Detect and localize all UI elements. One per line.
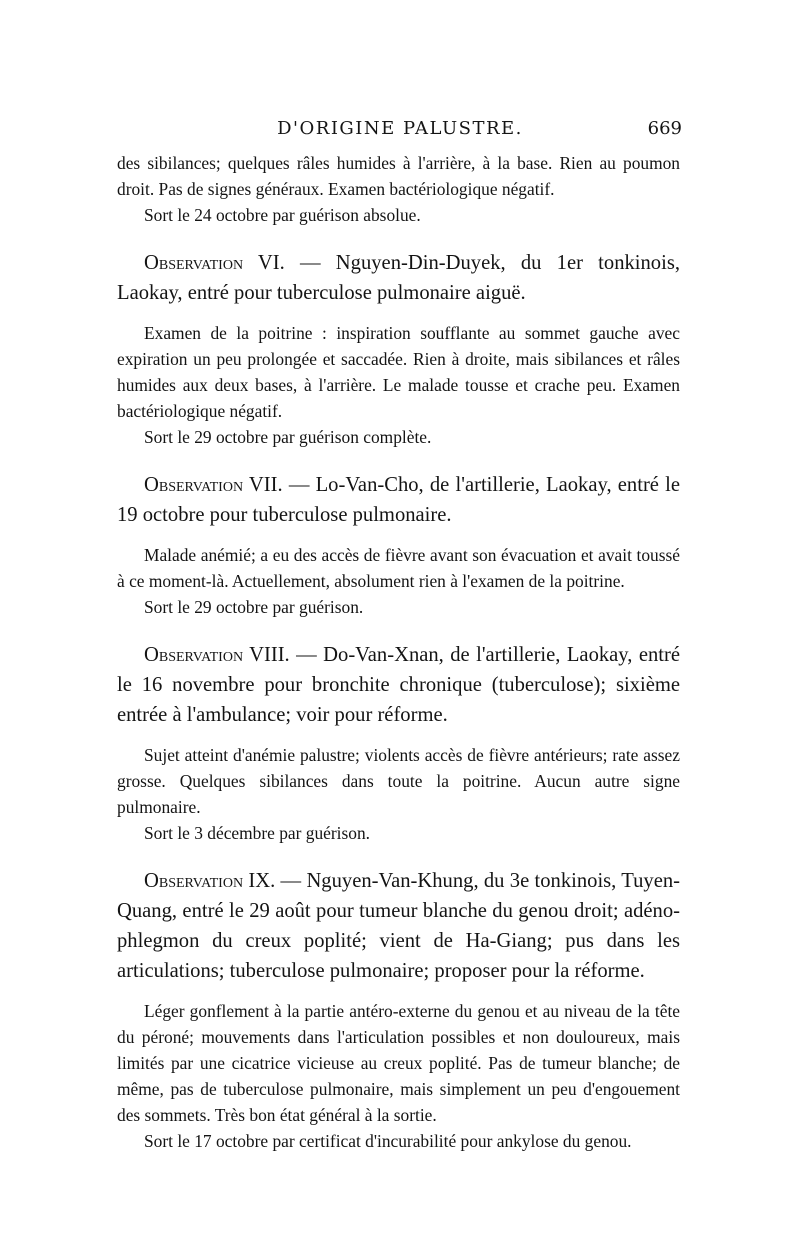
observation-body: Malade anémié; a eu des accès de fièvre avant son évacuation et avait toussé à ce moment-là. Actuellement, absolument rien à l'examen de la poitrine. [117, 545, 680, 591]
observation-heading [117, 640, 680, 730]
observation-ix [117, 866, 680, 1154]
observation-heading [117, 470, 680, 530]
observation-vii [117, 470, 680, 620]
continuation-discharge: Sort le 24 octobre par guérison absolue. [144, 205, 421, 225]
observation-body: Examen de la poitrine : inspiration soufflante au sommet gauche avec expiration un peu prolongée et saccadée. Rien à droite, mais sibilances et râles humides aux deux bases, à l'arrière. Le malade tousse et crache peu. Examen bactériologique négatif. [117, 323, 680, 421]
observation-body: Léger gonflement à la partie antéro-externe du genou et au niveau de la tête du péroné; mouvements dans l'articulation possibles et non douloureux, mais limités par une cicatrice vicieuse au creux poplité. Pas de tumeur blanche; de même, pas de tuberculose pulmonaire, mais simplement un peu d'engouement des sommets. Très bon état général à la sortie. [117, 1001, 680, 1125]
page-number: 669 [647, 118, 682, 139]
observation-discharge: Sort le 29 octobre par guérison complète. [144, 427, 432, 447]
observation-title: — Lo-Van-Cho, de l'artillerie, Laokay, entré le 19 octobre pour tuberculose pulmonaire. [117, 474, 680, 526]
observation-label: Observation VII. [144, 474, 283, 496]
observation-body: Sujet atteint d'anémie palustre; violents accès de fièvre antérieurs; rate assez grosse. Quelques sibilances dans toute la poitrine. Aucun autre signe pulmonaire. [117, 745, 680, 817]
observation-label: Observation VIII. [144, 644, 290, 666]
page-header [0, 118, 800, 148]
page-body [117, 150, 680, 1154]
observation-title: — Nguyen-Van-Khung, du 3e tonkinois, Tuyen-Quang, entré le 29 août pour tumeur blanche du genou droit; adéno-phlegmon du creux poplité; vient de Ha-Giang; pus dans les articulations; tuberculose pulmonaire; proposer pour la réforme. [117, 870, 680, 982]
observation-discharge: Sort le 17 octobre par certificat d'incurabilité pour ankylose du genou. [144, 1131, 632, 1151]
observation-discharge: Sort le 3 décembre par guérison. [144, 823, 371, 843]
observation-discharge: Sort le 29 octobre par guérison. [144, 597, 364, 617]
running-title: D'ORIGINE PALUSTRE. [277, 118, 523, 139]
observation-vi [117, 248, 680, 450]
continuation-paragraph: des sibilances; quelques râles humides à l'arrière, à la base. Rien au poumon droit. Pas de signes généraux. Examen bactériologique négatif. [117, 153, 680, 199]
observation-viii [117, 640, 680, 846]
observation-label: Observation VI. [144, 252, 285, 274]
observation-heading [117, 248, 680, 308]
observation-title: — Do-Van-Xnan, de l'artillerie, Laokay, entré le 16 novembre pour bronchite chronique (tuberculose); sixième entrée à l'ambulance; voir pour réforme. [117, 644, 680, 726]
observation-label: Observation IX. [144, 870, 276, 892]
observation-heading [117, 866, 680, 986]
observation-title: — Nguyen-Din-Duyek, du 1er tonkinois, Laokay, entré pour tuberculose pulmonaire aiguë. [117, 252, 680, 304]
